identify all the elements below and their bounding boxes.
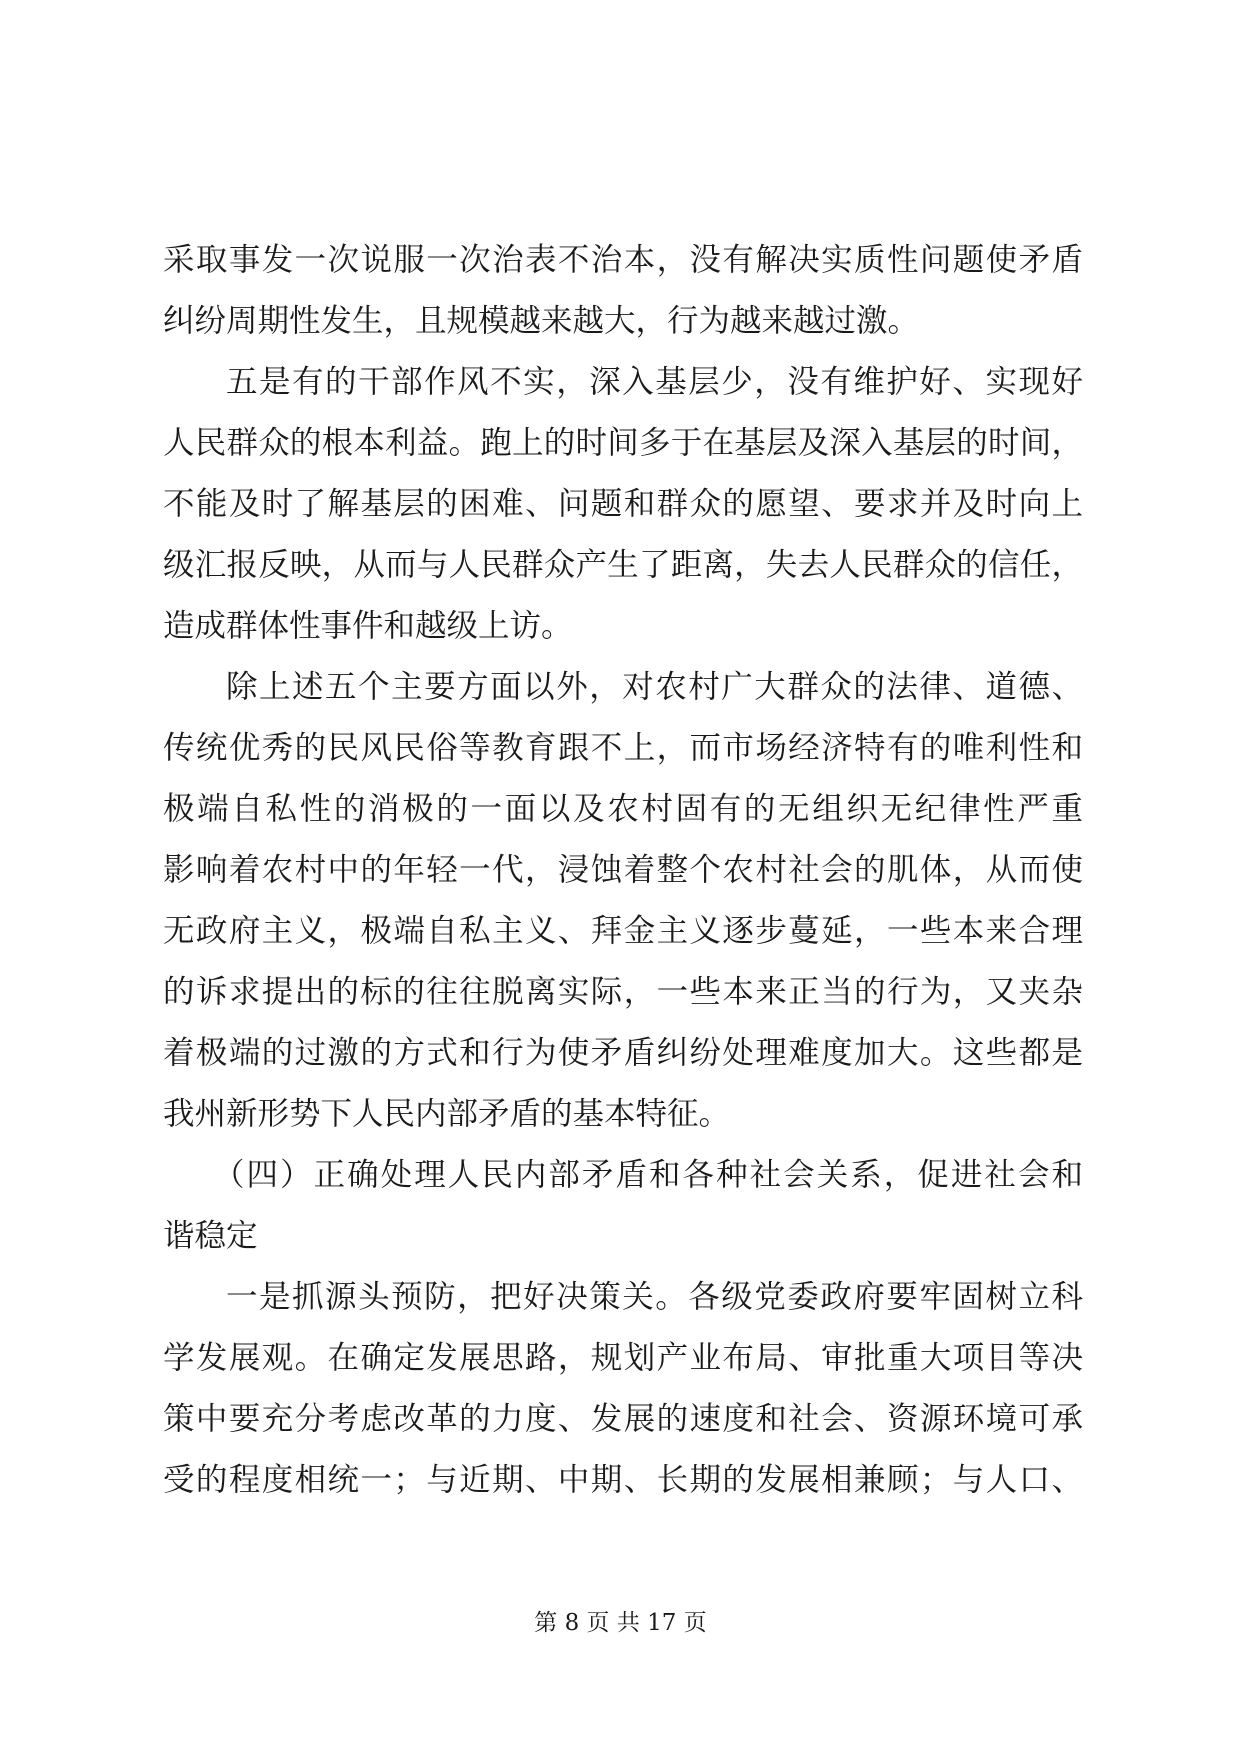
text-line: 极端自私性的消极的一面以及农村固有的无组织无纪律性严重: [163, 791, 1083, 827]
text-line: 的诉求提出的标的往往脱离实际，一些本来正当的行为，又夹杂: [163, 974, 1083, 1010]
text-line: 除上述五个主要方面以外，对农村广大群众的法律、道德、: [226, 669, 1083, 705]
text-line: 一是抓源头预防，把好决策关。各级党委政府要牢固树立科: [226, 1279, 1083, 1315]
text-line: 我州新形势下人民内部矛盾的基本特征。: [163, 1096, 731, 1132]
text-line: 人民群众的根本利益。跑上的时间多于在基层及深入基层的时间，: [163, 425, 1083, 461]
page-number-footer: 第 8 页 共 17 页: [534, 1610, 707, 1636]
section-heading-line: （四）正确处理人民内部矛盾和各种社会关系，促进社会和: [213, 1157, 1083, 1193]
text-line: 采取事发一次说服一次治表不治本，没有解决实质性问题使矛盾: [163, 242, 1083, 278]
text-line: 策中要充分考虑改革的力度、发展的速度和社会、资源环境可承: [163, 1401, 1083, 1437]
text-line: 传统优秀的民风民俗等教育跟不上，而市场经济特有的唯利性和: [163, 730, 1083, 766]
document-body: [163, 230, 1083, 1511]
text-line: 级汇报反映，从而与人民群众产生了距离，失去人民群众的信任，: [163, 547, 1083, 583]
text-line: 学发展观。在确定发展思路，规划产业布局、审批重大项目等决: [163, 1340, 1083, 1376]
text-line: 影响着农村中的年轻一代，浸蚀着整个农村社会的肌体，从而使: [163, 852, 1083, 888]
text-line: 造成群体性事件和越级上访。: [163, 608, 573, 644]
section-heading-line: 谐稳定: [163, 1218, 258, 1254]
text-line: 着极端的过激的方式和行为使矛盾纠纷处理难度加大。这些都是: [163, 1035, 1083, 1071]
text-line: 五是有的干部作风不实，深入基层少，没有维护好、实现好: [226, 364, 1083, 400]
text-line: 无政府主义，极端自私主义、拜金主义逐步蔓延，一些本来合理: [163, 913, 1083, 949]
text-line: 纠纷周期性发生，且规模越来越大，行为越来越过激。: [163, 303, 920, 339]
text-line: 不能及时了解基层的困难、问题和群众的愿望、要求并及时向上: [163, 486, 1083, 522]
text-line: 受的程度相统一；与近期、中期、长期的发展相兼顾；与人口、: [163, 1462, 1083, 1498]
